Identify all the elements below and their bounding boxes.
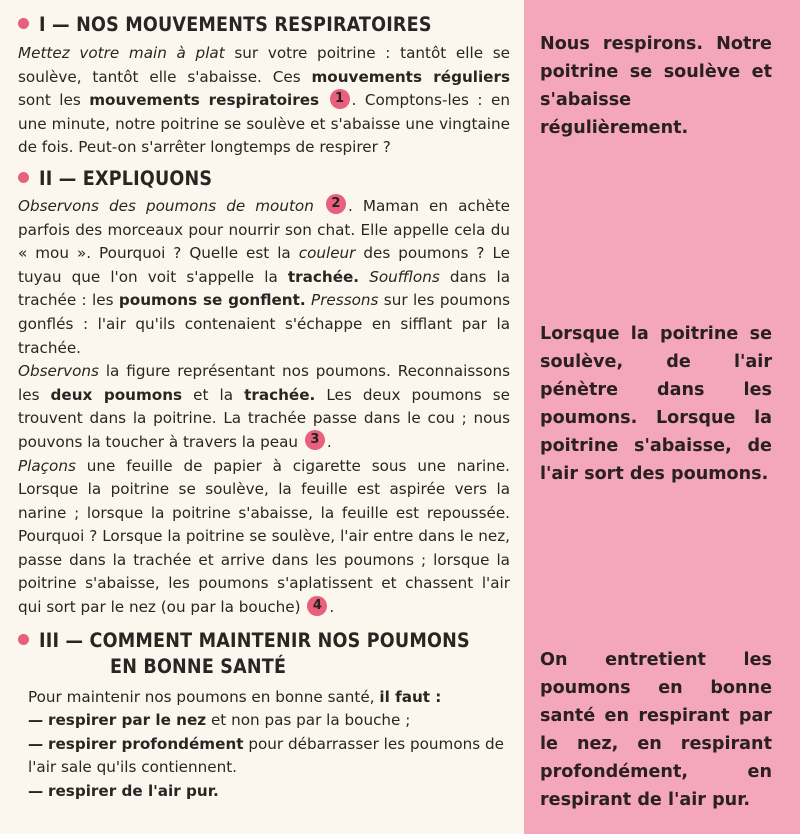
- pink-dot-icon: [18, 634, 29, 645]
- list-item: — respirer par le nez et non pas par la bouche ;: [28, 711, 411, 730]
- list-item: — respirer profondément pour débarrasser les poumons de l'air sale qu'ils contiennent.: [28, 734, 504, 777]
- reference-badge-2: 2: [326, 194, 346, 214]
- section-3-intro: Pour maintenir nos poumons en bonne santé, il faut :: [28, 687, 442, 706]
- summary-1: Nous respirons. Notre poitrine se soulève et s'abaisse régulièrement.: [540, 34, 772, 138]
- reference-badge-3: 3: [305, 430, 325, 450]
- pink-dot-icon: [18, 18, 29, 29]
- section-2-paragraph-2: Observons la figure représentant nos poumons. Reconnaissons les deux poumons et la trachée. Les deux poumons se trouvent dans la poitrine. La trachée passe dans le cou ; nous pouvons la toucher à travers la peau 3 .: [18, 362, 511, 451]
- section-3-title: III — COMMENT MAINTENIR NOS POUMONS EN BONNE SANTÉ: [18, 628, 510, 680]
- section-3-content: [18, 686, 510, 804]
- reference-badge-1: 1: [330, 89, 350, 109]
- summary-2: Lorsque la poitrine se soulève, de l'air pénètre dans les poumons. Lorsque la poitrine s'abaisse, de l'air sort des poumons.: [540, 324, 772, 484]
- section-1-title: I — NOS MOUVEMENTS RESPIRATOIRES: [18, 12, 510, 38]
- list-item: — respirer de l'air pur.: [28, 782, 219, 801]
- section-2-title: II — EXPLIQUONS: [18, 166, 510, 192]
- lesson-body: [18, 12, 510, 804]
- reference-badge-4: 4: [307, 596, 327, 616]
- section-2-paragraph-3: Plaçons une feuille de papier à cigarette sous une narine. Lorsque la poitrine se soulève, la feuille est aspirée vers la narine ; lorsque la poitrine s'abaisse, la feuille est repoussée. Pourquoi ? Lorsque la poitrine se soulève, l'air entre dans le nez, passe dans la trachée et arrive dans les poumons ; lorsque la poitrine s'abaisse, les poumons s'aplatissent et chassent l'air qui sort par le nez (ou par la bouche) 4 .: [18, 456, 510, 617]
- section-1-paragraph: Mettez votre main à plat sur votre poitrine : tantôt elle se soulève, tantôt elle s'abaisse. Ces mouvements réguliers sont les mouvements respiratoires 1 . Comptons-les : en une minute, notre poitrine se soulève et s'abaisse une vingtaine de fois. Peut-on s'arrêter longtemps de respirer ?: [18, 44, 511, 157]
- section-2-paragraph-1: Observons des poumons de mouton 2 . Maman en achète parfois des morceaux pour nourrir son chat. Elle appelle cela du « mou ». Pourquoi ? Quelle est la couleur des poumons ? Le tuyau que l'on voit s'appelle la trachée. Soufflons dans la trachée : les poumons se gonflent. Pressons sur les poumons gonflés : l'air qu'ils contenaient s'échappe en sifflant par la trachée.: [18, 196, 511, 357]
- pink-dot-icon: [18, 172, 29, 183]
- summary-3: On entretient les poumons en bonne santé en respirant par le nez, en respirant profondément, en respirant de l'air pur.: [540, 650, 772, 810]
